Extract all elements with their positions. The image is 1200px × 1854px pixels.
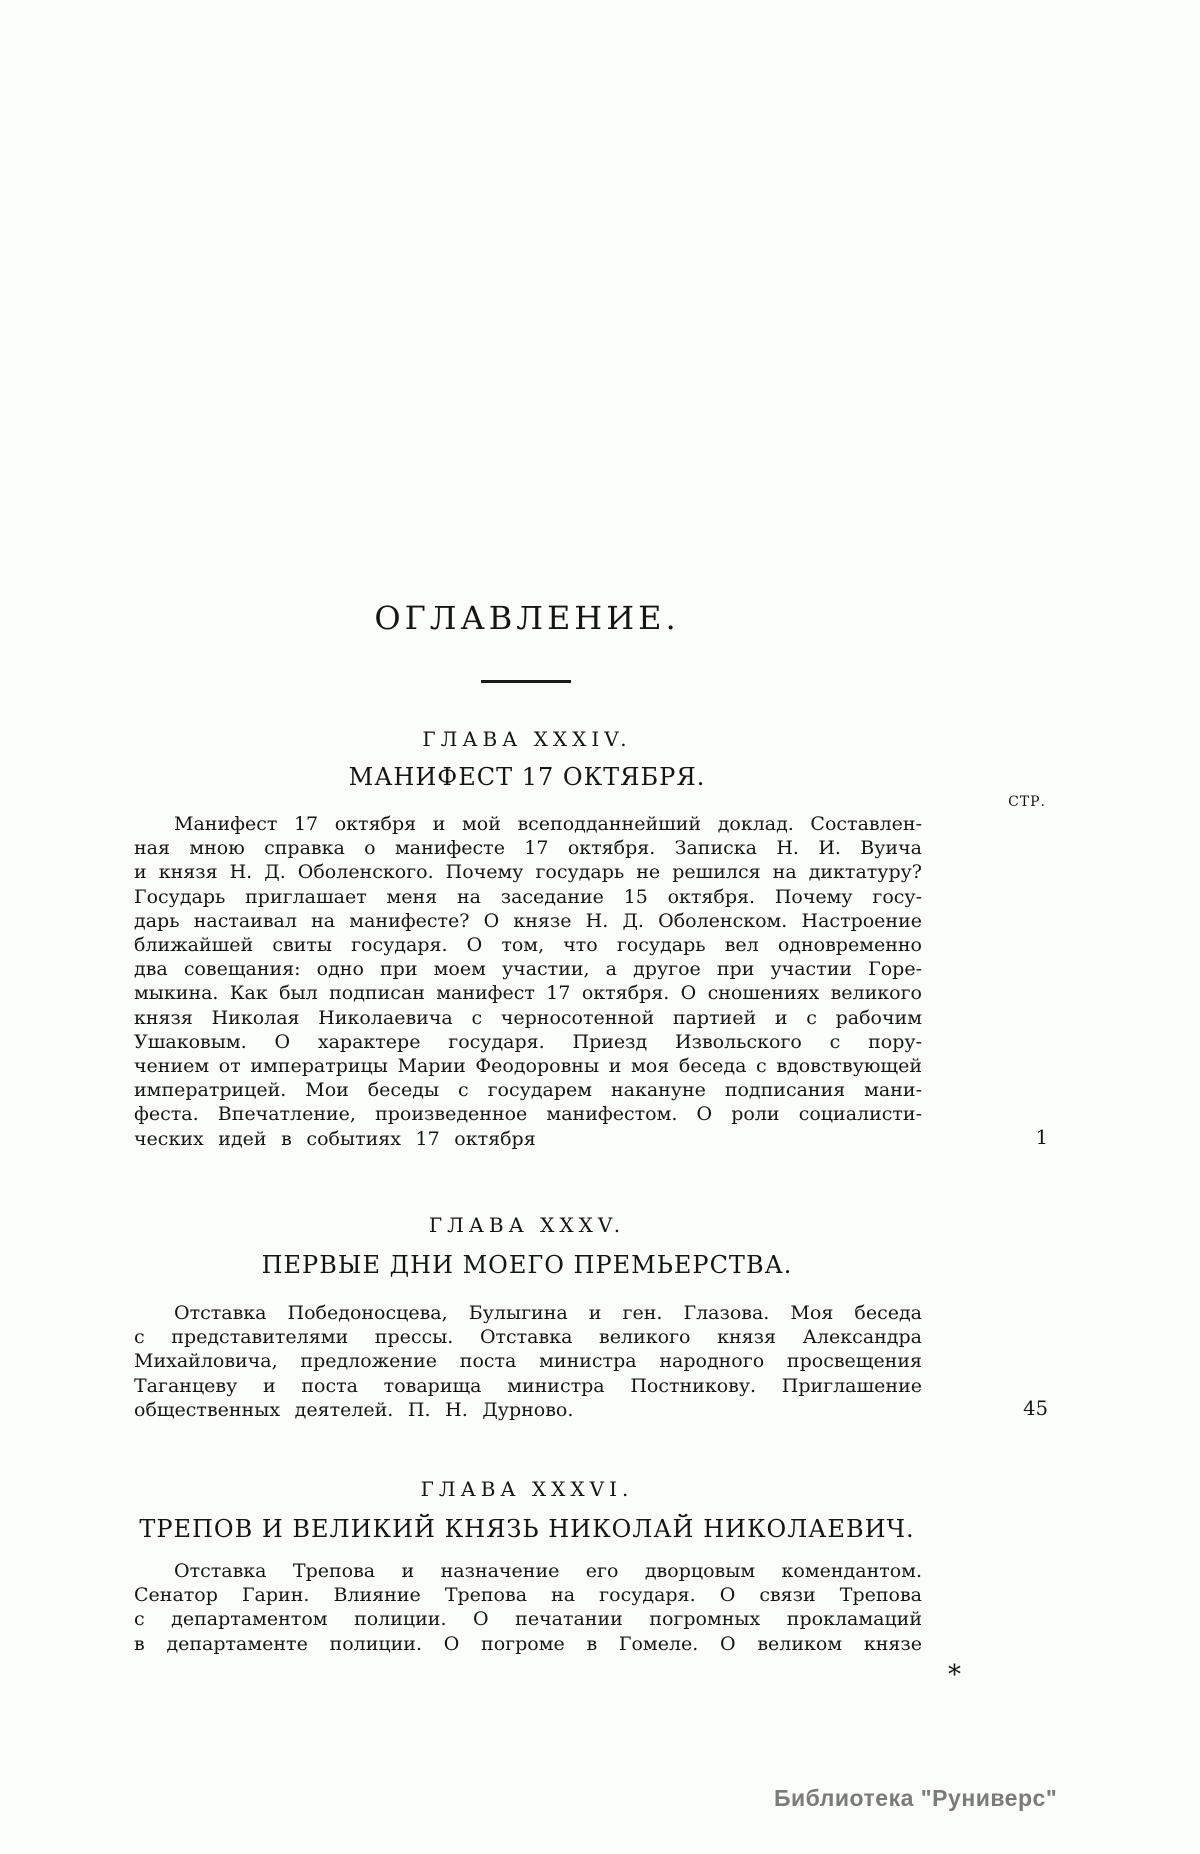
summary-line: общественных деятелей. П. Н. Дурново.: [134, 1398, 574, 1421]
summary-line: императрицей. Мои беседы с государем накануне подписания мани-: [134, 1079, 922, 1102]
page-number: 1: [1035, 1125, 1048, 1149]
summary-line: ческих идей в событиях 17 октября: [134, 1127, 536, 1150]
summary-line: Отставка Трепова и назначение его дворцовым комендантом.: [174, 1560, 922, 1582]
summary-line: Михайловича, предложение поста министра народного просвещения: [134, 1350, 922, 1373]
page-number: 45: [1023, 1396, 1048, 1420]
chapter-summary: [134, 812, 1048, 1151]
summary-line: князя Николая Николаевича с черносотенной партией и с рабочим: [134, 1006, 922, 1029]
summary-line: дарь настаивал на манифесте? О князе Н. Д. Оболенском. Настроение: [134, 909, 922, 932]
chapter-heading: ГЛАВА XXXV.: [428, 1213, 626, 1237]
chapter-title: МАНИФЕСТ 17 ОКТЯБРЯ.: [348, 763, 706, 791]
summary-line: с представителями прессы. Отставка великого князя Александра: [134, 1326, 922, 1349]
summary-line: Манифест 17 октября и мой всеподданнейший доклад. Составлен-: [174, 813, 922, 835]
title-divider: [481, 680, 571, 683]
summary-line: Сенатор Гарин. Влияние Трепова на государя. О связи Трепова: [134, 1584, 922, 1607]
page-column-header: СТР.: [1008, 794, 1046, 810]
summary-line: Ушаковым. О характере государя. Приезд Извольского с пору-: [134, 1030, 922, 1053]
summary-line: ближайшей свиты государя. О том, что государь вел одновременно: [134, 934, 922, 957]
summary-line: Таганцеву и поста товарища министра Постникову. Приглашение: [134, 1374, 922, 1397]
summary-line: Отставка Победоносцева, Булыгина и ген. Глазова. Моя беседа: [174, 1302, 922, 1324]
summary-line: с департаментом полиции. О печатании погромных прокламаций: [134, 1608, 922, 1631]
summary-line: Государь приглашает меня на заседание 15 октября. Почему госу-: [134, 885, 922, 908]
chapter-heading: ГЛАВА XXXIV.: [422, 727, 632, 751]
chapter-title: ПЕРВЫЕ ДНИ МОЕГО ПРЕМЬЕРСТВА.: [261, 1251, 793, 1279]
summary-line: в департаменте полиции. О погроме в Гомеле. О великом князе: [134, 1632, 922, 1655]
chapter-summary: [134, 1301, 1048, 1422]
chapter-title: ТРЕПОВ И ВЕЛИКИЙ КНЯЗЬ НИКОЛАЙ НИКОЛАЕВИЧ.: [139, 1515, 915, 1543]
library-watermark: Библиотека "Руниверс": [774, 1785, 1058, 1811]
section-asterisk: *: [948, 1660, 961, 1690]
summary-line: два совещания: одно при моем участии, а другое при участии Горе-: [134, 958, 922, 981]
summary-line: и князя Н. Д. Оболенского. Почему государь не решился на диктатуру?: [134, 861, 922, 884]
summary-line: чением от императрицы Марии Феодоровны и моя беседа с вдовствующей: [134, 1055, 922, 1078]
summary-line: ная мною справка о манифесте 17 октября. Записка Н. И. Вуича: [134, 837, 922, 860]
chapter-summary: [134, 1559, 922, 1656]
summary-line: феста. Впечатление, произведенное манифестом. О роли социалисти-: [134, 1103, 922, 1126]
page-title: ОГЛАВЛЕНИЕ.: [374, 599, 680, 637]
summary-line: мыкина. Как был подписан манифест 17 октября. О сношениях великого: [134, 982, 922, 1005]
chapter-heading: ГЛАВА XXXVI.: [420, 1477, 634, 1501]
